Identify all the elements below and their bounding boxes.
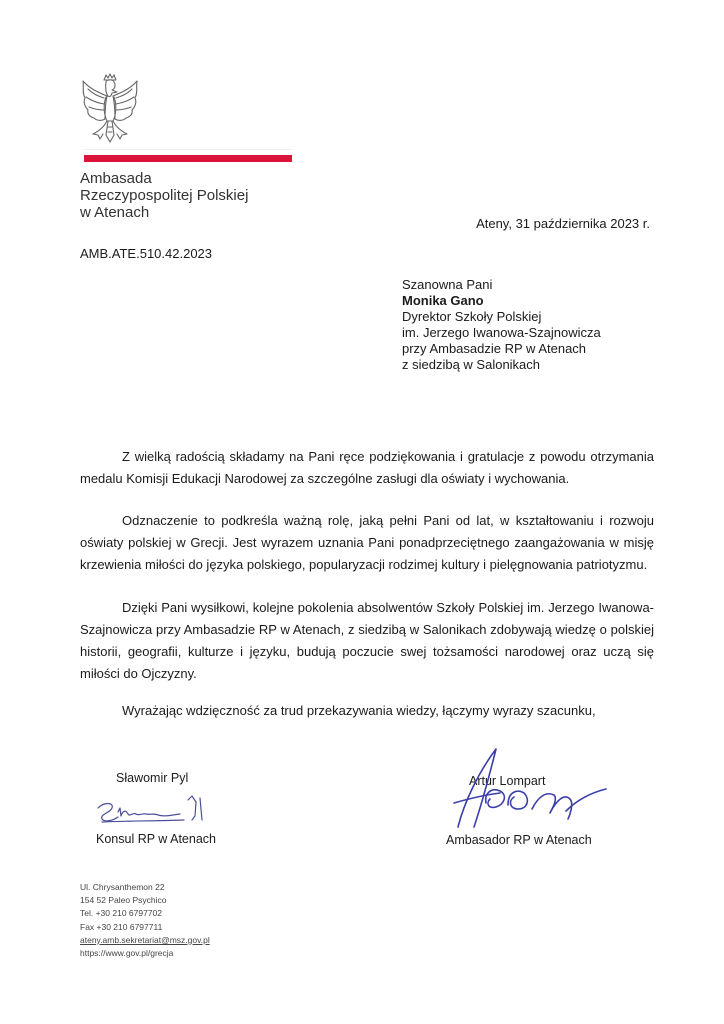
consul-title: Konsul RP w Atenach	[96, 832, 216, 846]
embassy-name-line: Rzeczypospolitej Polskiej	[80, 187, 249, 204]
eagle-emblem-icon	[80, 73, 140, 143]
body-paragraph: Dzięki Pani wysiłkowi, kolejne pokolenia absolwentów Szkoły Polskiej im. Jerzego Iwanowa-Szajnowicza przy Ambasadzie RP w Atenach, z siedzibą w Salonikach zdobywają wiedzę o polskiej historii, geografii, kulturze i języku, budują poczucie swej tożsamości narodowej oraz uczą się miłości do Ojczyzny.	[80, 600, 654, 681]
footer-email-link[interactable]: ateny.amb.sekretariat@msz.gov.pl	[80, 934, 210, 945]
ambassador-name: Artur Lompart	[469, 774, 546, 788]
footer-street: Ul. Chrysanthemon 22	[80, 882, 165, 892]
footer-contact	[80, 881, 210, 960]
consul-signature-image	[92, 790, 222, 828]
ambassador-signature-image	[438, 743, 613, 833]
body-paragraph: Odznaczenie to podkreśla ważną rolę, jaką pełni Pani od lat, w kształtowaniu i rozwoju oświaty polskiej w Grecji. Jest wyrazem uznania Pani ponadprzeciętnego zaangażowania w misję krzewienia miłości do języka polskiego, popularyzacji rodzimej kultury i pielęgnowania patriotyzmu.	[80, 513, 654, 572]
consul-name: Sławomir Pyl	[116, 771, 189, 785]
embassy-name-line: Ambasada	[80, 170, 152, 187]
polish-flag-bar	[84, 149, 292, 161]
recipient-salutation: Szanowna Pani	[402, 277, 493, 292]
footer-phone: Tel. +30 210 6797702	[80, 908, 163, 919]
embassy-name-line: w Atenach	[80, 204, 150, 221]
body-paragraph: Z wielką radością składamy na Pani ręce podziękowania i gratulacje z powodu otrzymania medalu Komisji Edukacji Narodowej za szczególne zasługi dla oświaty i wychowania.	[80, 449, 654, 486]
ambassador-title: Ambasador RP w Atenach	[446, 833, 592, 847]
recipient-line: przy Ambasadzie RP w Atenach	[402, 341, 587, 356]
footer-fax: Fax +30 210 6797711	[80, 921, 163, 932]
letter-date: Ateny, 31 października 2023 r.	[476, 216, 650, 231]
flag-red-stripe	[84, 155, 292, 162]
recipient-line: im. Jerzego Iwanowa-Szajnowicza	[402, 325, 601, 340]
footer-postal: 154 52 Paleo Psychico	[80, 895, 167, 906]
embassy-name-block	[80, 170, 248, 221]
footer-website-link[interactable]: https://www.gov.pl/grecja	[80, 948, 174, 959]
recipient-line: Dyrektor Szkoły Polskiej	[402, 309, 542, 324]
reference-number: AMB.ATE.510.42.2023	[80, 246, 213, 261]
recipient-name: Monika Gano	[402, 293, 484, 308]
recipient-line: z siedzibą w Salonikach	[402, 357, 541, 372]
closing-paragraph: Wyrażając wdzięczność za trud przekazywania wiedzy, łączymy wyrazy szacunku,	[122, 703, 596, 718]
recipient-address-block	[402, 277, 601, 373]
